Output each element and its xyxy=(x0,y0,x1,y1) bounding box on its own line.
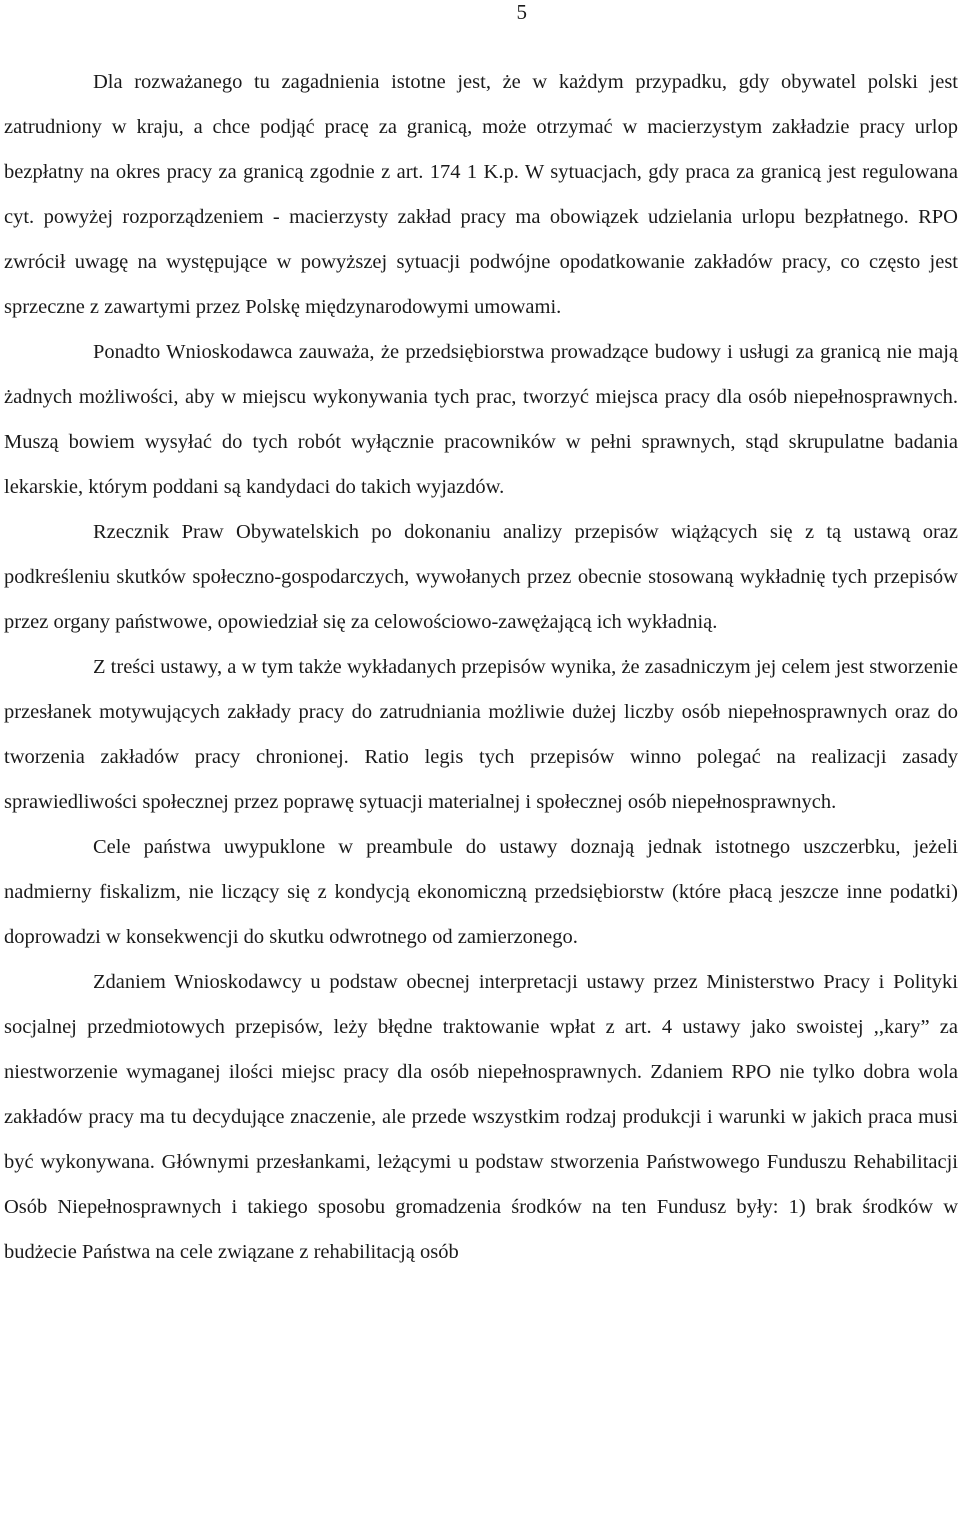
paragraph: Rzecznik Praw Obywatelskich po dokonaniu analizy przepisów wiążących się z tą ustawą oraz podkreśleniu skutków społeczno-gospodarczych, wywołanych przez obecnie stosowaną wykładnię tych przepisów przez organy państwowe, opowiedział się za celowościowo-zawężającą ich wykładnią. xyxy=(4,521,958,633)
document-body xyxy=(4,60,958,1275)
paragraph: Cele państwa uwypuklone w preambule do ustawy doznają jednak istotnego uszczerbku, jeżeli nadmierny fiskalizm, nie liczący się z kondycją ekonomiczną przedsiębiorstw (które płacą jeszcze inne podatki) doprowadzi w konsekwencji do skutku odwrotnego od zamierzonego. xyxy=(4,836,958,948)
paragraph: Z treści ustawy, a w tym także wykładanych przepisów wynika, że zasadniczym jej celem jest stworzenie przesłanek motywujących zakłady pracy do zatrudniania możliwie dużej liczby osób niepełnosprawnych oraz do tworzenia zakładów pracy chronionej. Ratio legis tych przepisów winno polegać na realizacji zasady sprawiedliwości społecznej przez poprawę sytuacji materialnej i społecznej osób niepełnosprawnych. xyxy=(4,656,958,813)
page-number: 5 xyxy=(516,0,527,24)
paragraph: Ponadto Wnioskodawca zauważa, że przedsiębiorstwa prowadzące budowy i usługi za granicą nie mają żadnych możliwości, aby w miejscu wykonywania tych prac, tworzyć miejsca pracy dla osób niepełnosprawnych. Muszą bowiem wysyłać do tych robót wyłącznie pracowników w pełni sprawnych, stąd skrupulatne badania lekarskie, którym poddani są kandydaci do takich wyjazdów. xyxy=(4,341,958,498)
paragraph: Dla rozważanego tu zagadnienia istotne jest, że w każdym przypadku, gdy obywatel polski jest zatrudniony w kraju, a chce podjąć pracę za granicą, może otrzymać w macierzystym zakładzie pracy urlop bezpłatny na okres pracy za granicą zgodnie z art. 174 1 K.p. W sytuacjach, gdy praca za granicą jest regulowana cyt. powyżej rozporządzeniem - macierzysty zakład pracy ma obowiązek udzielania urlopu bezpłatnego. RPO zwrócił uwagę na występujące w powyższej sytuacji podwójne opodatkowanie zakładów pracy, co często jest sprzeczne z zawartymi przez Polskę międzynarodowymi umowami. xyxy=(4,71,958,318)
paragraph: Zdaniem Wnioskodawcy u podstaw obecnej interpretacji ustawy przez Ministerstwo Pracy i Polityki socjalnej przedmiotowych przepisów, leży błędne traktowanie wpłat z art. 4 ustawy jako swoistej ,,kary” za niestworzenie wymaganej ilości miejsc pracy dla osób niepełnosprawnych. Zdaniem RPO nie tylko dobra wola zakładów pracy ma tu decydujące znaczenie, ale przede wszystkim rodzaj produkcji i warunki w jakich praca musi być wykonywana. Głównymi przesłankami, leżącymi u podstaw stworzenia Państwowego Funduszu Rehabilitacji Osób Niepełnosprawnych i takiego sposobu gromadzenia środków na ten Fundusz były: 1) brak środków w budżecie Państwa na cele związane z rehabilitacją osób xyxy=(4,971,958,1263)
